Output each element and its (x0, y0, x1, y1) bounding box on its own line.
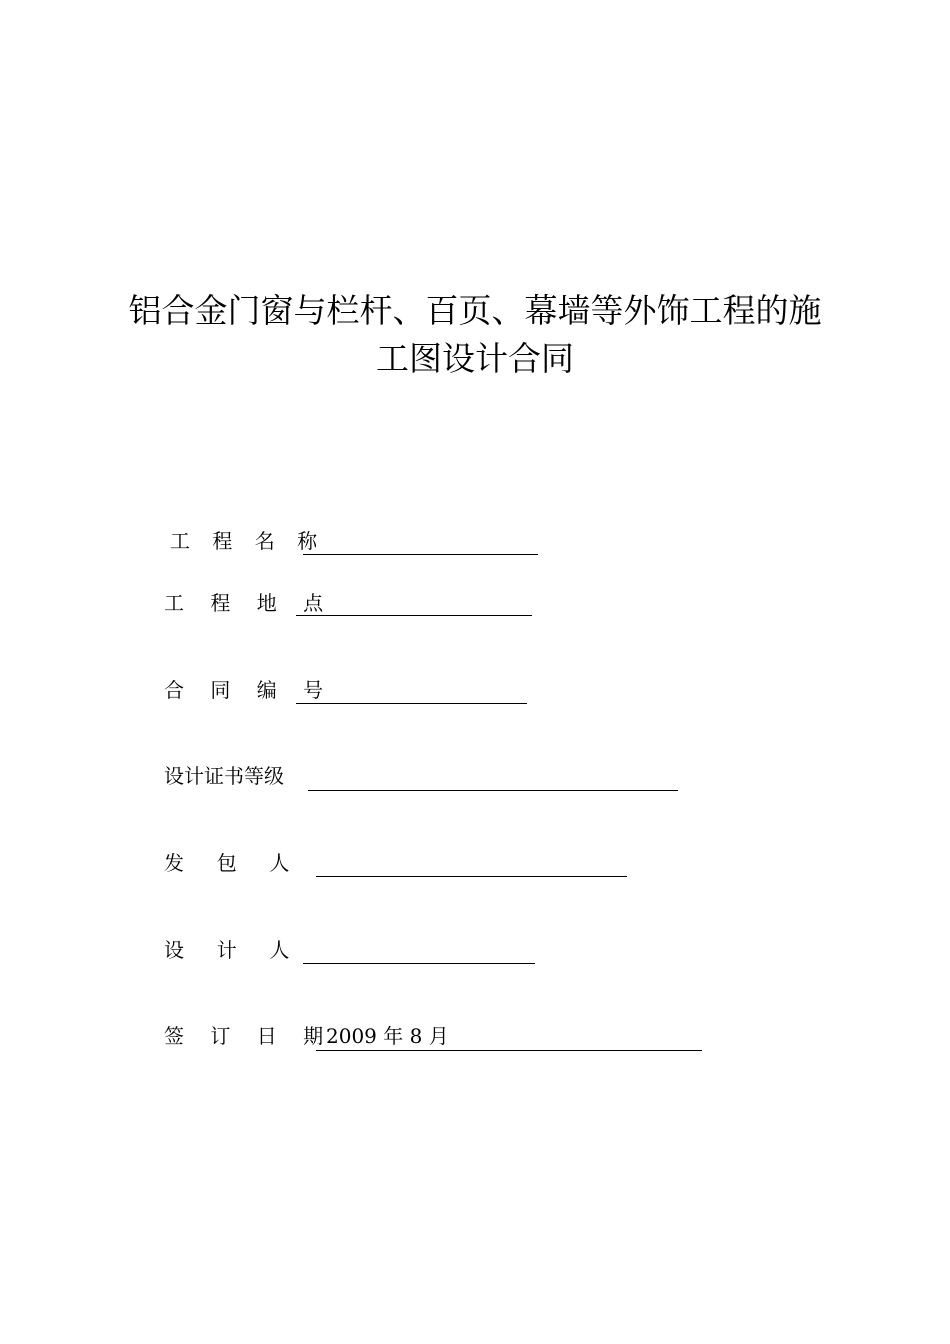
contract-number-label: 合 同 编 号 (164, 678, 334, 702)
project-location-label: 工 程 地 点 (164, 591, 334, 615)
contract-number-underline[interactable] (296, 703, 527, 704)
certificate-grade-label: 设计证书等级 (164, 764, 284, 788)
document-title-line1: 铝合金门窗与栏杆、百页、幕墙等外饰工程的施 (128, 291, 822, 330)
certificate-grade-underline[interactable] (308, 790, 678, 791)
designer-label: 设 计 人 (164, 938, 290, 962)
signing-date-value: 2009 年 8 月 (326, 1024, 449, 1048)
project-location-underline[interactable] (296, 615, 532, 616)
project-name-underline[interactable] (303, 554, 538, 555)
employer-label: 发 包 人 (164, 851, 290, 875)
employer-underline[interactable] (316, 876, 627, 877)
signing-date-label: 签 订 日 期 (164, 1024, 334, 1048)
document-title-line2: 工图设计合同 (376, 339, 574, 378)
signing-date-underline[interactable] (316, 1050, 702, 1051)
designer-underline[interactable] (303, 963, 535, 964)
project-name-label: 工 程 名 称 (170, 529, 326, 553)
